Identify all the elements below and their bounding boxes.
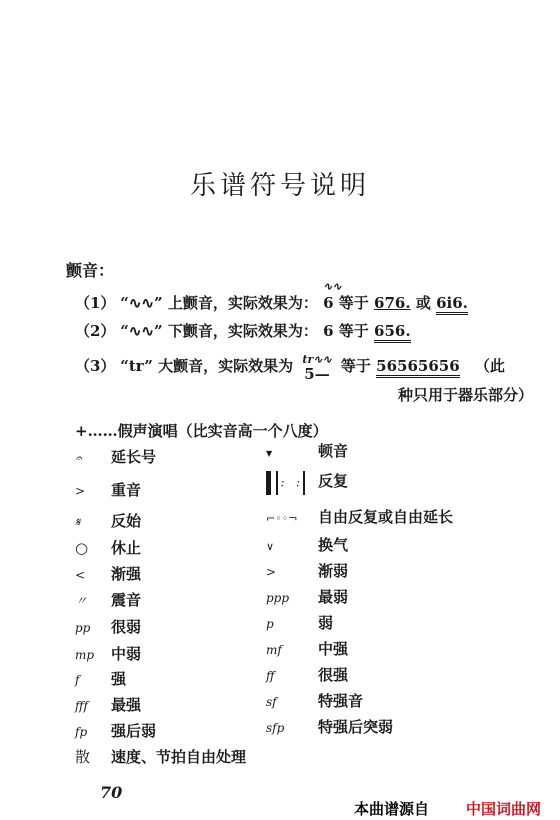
legend-item-repeat: : : 反复 xyxy=(266,470,348,495)
legend-item-rest: ○ 休止 xyxy=(75,539,142,557)
trill-mark: ∿∿ xyxy=(323,280,342,293)
legend-item-pp: pp 很弱 xyxy=(75,618,142,636)
trill-name: 下颤音，实际效果为： xyxy=(167,322,318,340)
page-number: 70 xyxy=(100,783,123,802)
legend-item-sf: sf 特强音 xyxy=(266,692,364,710)
equals-label: 等于 xyxy=(338,322,369,340)
legend-item-mf: mf 中强 xyxy=(266,640,349,658)
legend-item-breath: ∨ 换气 xyxy=(266,536,349,554)
legend-item-mp: mp 中弱 xyxy=(75,645,142,663)
equals-label: 等于 xyxy=(340,357,371,375)
section-heading-trill: 颤音： xyxy=(66,261,115,280)
legend-item-sfp: sfp 特强后突弱 xyxy=(266,718,394,736)
legend-item-fp: fp 强后弱 xyxy=(75,722,157,740)
trill-note: 6 xyxy=(323,322,334,340)
legend-item-free-tempo: 散 速度、节拍自由处理 xyxy=(75,748,247,766)
trill-note: ∿∿ 6 xyxy=(323,280,342,312)
trill-name: 大颤音，实际效果为 xyxy=(158,357,294,375)
trill-result-1: 656. xyxy=(374,322,411,343)
legend-item-free-repeat: ⌐◦◦¬ 自由反复或自由延长 xyxy=(266,508,454,526)
trill-result-2: 6i6. xyxy=(436,294,468,315)
trill-symbol: “∿∿” xyxy=(120,294,163,312)
legend-item-segno: 𝄋 反始 xyxy=(75,512,142,530)
trill-result-1: 56565656 xyxy=(376,357,460,378)
footer-source: 本曲谱源自 xyxy=(354,800,430,818)
legend-item-staccato: ▼ 顿音 xyxy=(266,442,349,460)
legend-item-ppp: ppp 最弱 xyxy=(266,588,349,606)
legend-item-crescendo: < 渐强 xyxy=(75,565,142,583)
repeat-sign-icon: : : xyxy=(266,471,318,495)
trill-line-1: （1） “∿∿” 上颤音，实际效果为： ∿∿ 6 等于 676. 或 6i6. xyxy=(75,292,468,313)
legend-item-fff: fff 最强 xyxy=(75,696,142,714)
trill-line-3-continued: 种只用于器乐部分） xyxy=(398,386,534,404)
footer-site-link[interactable]: 中国词曲网 xyxy=(466,800,542,818)
trill-fraction: tr∿∿ 5— xyxy=(302,353,332,383)
equals-label: 等于 xyxy=(338,294,369,312)
legend-item-decrescendo: > 渐弱 xyxy=(266,562,349,580)
or-label: 或 xyxy=(415,294,431,312)
legend-item-ff: ff 很强 xyxy=(266,666,349,684)
legend-item-fermata: 𝄐 延长号 xyxy=(75,448,157,466)
note-paren: （此 xyxy=(474,357,505,375)
trill-line-2: （2） “∿∿” 下颤音，实际效果为： 6 等于 656. xyxy=(75,320,411,341)
trill-symbol: “tr” xyxy=(120,357,153,375)
trill-name: 上颤音，实际效果为： xyxy=(167,294,318,312)
trill-result-1: 676. xyxy=(374,294,411,312)
legend-item-f: f 强 xyxy=(75,670,127,688)
legend-item-p: p 弱 xyxy=(266,614,334,632)
trill-line-3: （3） “tr” 大颤音，实际效果为 tr∿∿ 5— 等于 56565656 （此 xyxy=(75,353,505,383)
trill-symbol: “∿∿” xyxy=(120,322,163,340)
legend-item-tremolo: 〃 震音 xyxy=(75,591,142,609)
falsetto-line: +……假声演唱（比实音高一个八度） xyxy=(75,422,328,440)
page-title: 乐谱符号说明 xyxy=(189,171,370,201)
legend-item-accent: > 重音 xyxy=(75,481,142,499)
